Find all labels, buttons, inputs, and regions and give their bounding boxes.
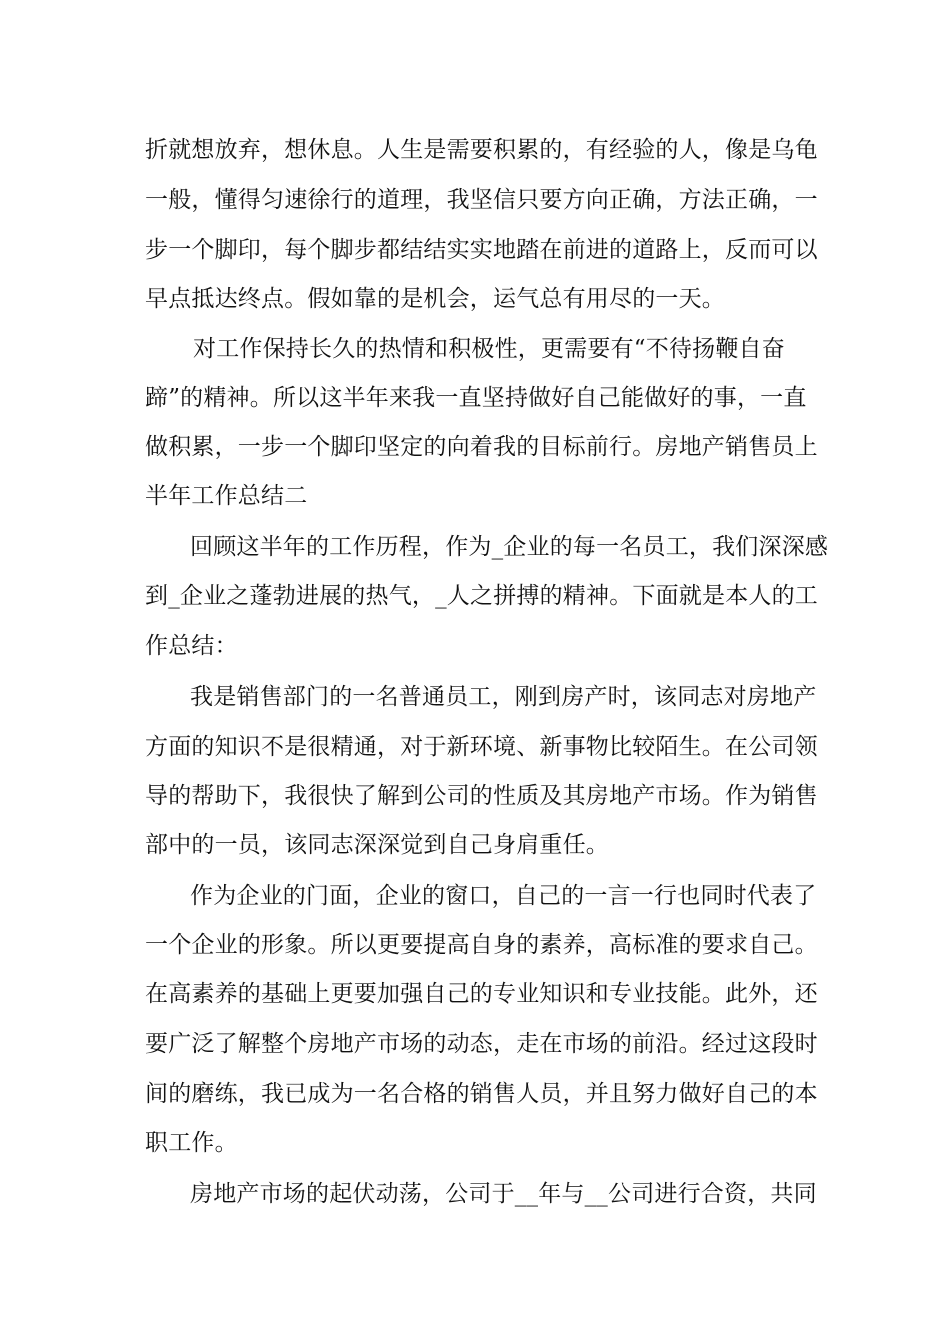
text-line: 早点抵达终点。假如靠的是机会，运气总有用尽的一天。: [145, 286, 725, 312]
text-line: 职工作。: [145, 1130, 238, 1156]
paragraph-first-line: 作为企业的门面，企业的窗口，自己的一言一行也同时代表了: [190, 883, 817, 909]
text-line: 步一个脚印，每个脚步都结结实实地踏在前进的道路上，反而可以: [145, 237, 818, 263]
text-line: 做积累，一步一个脚印坚定的向着我的目标前行。房地产销售员上: [145, 434, 818, 460]
text-line: 一般，懂得匀速徐行的道理，我坚信只要方向正确，方法正确，一: [145, 187, 818, 213]
text-line: 折就想放弃，想休息。人生是需要积累的，有经验的人，像是乌龟: [145, 137, 818, 163]
text-line: 要广泛了解整个房地产市场的动态，走在市场的前沿。经过这段时: [145, 1031, 818, 1057]
text-line: 到_企业之蓬勃进展的热气，_人之拼搏的精神。下面就是本人的工: [145, 583, 818, 609]
text-line: 在高素养的基础上更要加强自己的专业知识和专业技能。此外，还: [145, 981, 818, 1007]
paragraph-first-line: 房地产市场的起伏动荡，公司于__年与__公司进行合资，共同: [190, 1181, 817, 1207]
text-line: 蹄”的精神。所以这半年来我一直坚持做好自己能做好的事，一直: [145, 385, 807, 411]
text-line: 作总结：: [145, 633, 238, 659]
paragraph-first-line: 我是销售部门的一名普通员工，刚到房产时，该同志对房地产: [190, 684, 817, 710]
paragraph-first-line: 回顾这半年的工作历程，作为_企业的每一名员工，我们深深感: [190, 534, 829, 560]
text-line: 一个企业的形象。所以更要提高自身的素养，高标准的要求自己。: [145, 932, 818, 958]
text-line: 部中的一员，该同志深深觉到自己身肩重任。: [145, 832, 609, 858]
text-line: 导的帮助下，我很快了解到公司的性质及其房地产市场。作为销售: [145, 783, 818, 809]
text-line: 方面的知识不是很精通，对于新环境、新事物比较陌生。在公司领: [145, 734, 818, 760]
section-title-line: 半年工作总结二: [145, 483, 308, 509]
text-line: 间的磨练，我已成为一名合格的销售人员，并且努力做好自己的本: [145, 1081, 818, 1107]
paragraph-first-line: 对工作保持长久的热情和积极性，更需要有“不待扬鞭自奋: [193, 336, 785, 362]
